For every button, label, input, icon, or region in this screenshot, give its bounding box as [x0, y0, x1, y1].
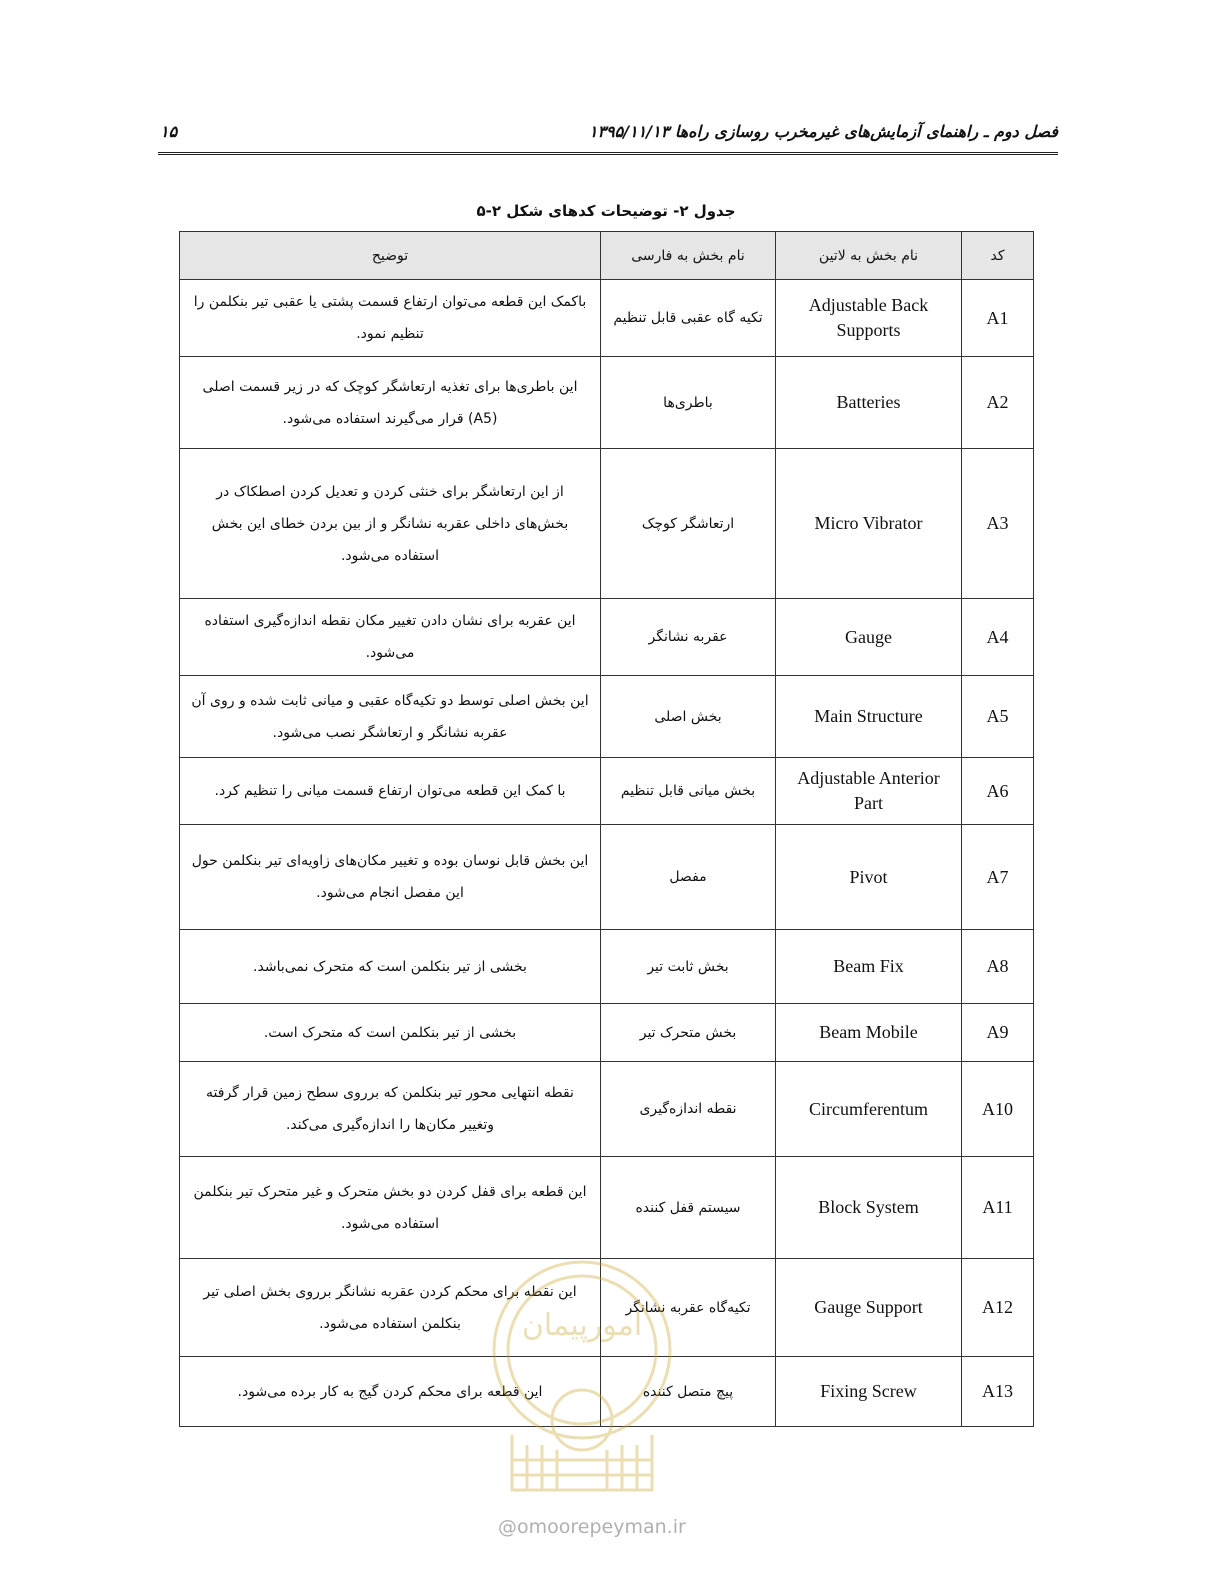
header-desc: توضیح: [180, 232, 601, 280]
row-persian-name: بخش ثابت تیر: [601, 930, 776, 1004]
row-code: A11: [962, 1157, 1034, 1259]
table-row: [180, 280, 1034, 357]
row-persian-name: باطری‌ها: [601, 357, 776, 449]
row-description: بخشی از تیر بنکلمن است که متحرک نمی‌باشد.: [180, 930, 601, 1004]
table-caption: جدول ۲- توضیحات کدهای شکل ۲-۵: [476, 202, 736, 220]
row-latin-name: Pivot: [776, 825, 962, 930]
header-code: کد: [962, 232, 1034, 280]
row-description: این قطعه برای قفل کردن دو بخش متحرک و غیر متحرک تیر بنکلمن استفاده می‌شود.: [180, 1157, 601, 1259]
header-latin-name: نام بخش به لاتین: [776, 232, 962, 280]
row-persian-name: بخش متحرک تیر: [601, 1004, 776, 1062]
table-row: [180, 758, 1034, 825]
row-code: A3: [962, 449, 1034, 599]
row-description: بخشی از تیر بنکلمن است که متحرک است.: [180, 1004, 601, 1062]
row-description: این باطری‌ها برای تغذیه ارتعاشگر کوچک که در زیر قسمت اصلی (A5) قرار می‌گیرند استفاده می‌شود.: [180, 357, 601, 449]
row-code: A1: [962, 280, 1034, 357]
row-code: A5: [962, 676, 1034, 758]
watermark-url: @omoorepeyman.ir: [498, 1516, 686, 1538]
row-latin-name: Adjustable Back Supports: [776, 280, 962, 357]
row-persian-name: عقربه نشانگر: [601, 599, 776, 676]
page-number: ۱۵: [160, 122, 178, 141]
table-row: [180, 1004, 1034, 1062]
row-persian-name: ارتعاشگر کوچک: [601, 449, 776, 599]
row-code: A8: [962, 930, 1034, 1004]
row-latin-name: Beam Mobile: [776, 1004, 962, 1062]
row-latin-name: Circumferentum: [776, 1062, 962, 1157]
row-persian-name: سیستم قفل کننده: [601, 1157, 776, 1259]
row-code: A4: [962, 599, 1034, 676]
table-row: [180, 1062, 1034, 1157]
table-row: [180, 599, 1034, 676]
row-description: این عقربه برای نشان دادن تغییر مکان نقطه اندازه‌گیری استفاده می‌شود.: [180, 599, 601, 676]
row-code: A13: [962, 1357, 1034, 1427]
watermark-seal: [482, 1255, 682, 1505]
row-description: از این ارتعاشگر برای خنثی کردن و تعدیل کردن اصطکاک در بخش‌های داخلی عقربه نشانگر و از بین بردن خطای این بخش استفاده می‌شود.: [180, 449, 601, 599]
row-description: با کمک این قطعه می‌توان ارتفاع قسمت میانی را تنظیم کرد.: [180, 758, 601, 825]
page-header: [158, 118, 1058, 155]
header-title: فصل دوم ـ راهنمای آزمایش‌های غیرمخرب روسازی راه‌ها ۱۳۹۵/۱۱/۱۳: [588, 122, 1058, 141]
table-row: [180, 930, 1034, 1004]
table-row: [180, 676, 1034, 758]
row-latin-name: Beam Fix: [776, 930, 962, 1004]
header-persian-name: نام بخش به فارسی: [601, 232, 776, 280]
table-row: [180, 1157, 1034, 1259]
row-persian-name: بخش اصلی: [601, 676, 776, 758]
row-latin-name: Main Structure: [776, 676, 962, 758]
row-persian-name: بخش میانی قابل تنظیم: [601, 758, 776, 825]
row-description: این بخش قابل نوسان بوده و تغییر مکان‌های زاویه‌ای تیر بنکلمن حول این مفصل انجام می‌شود.: [180, 825, 601, 930]
codes-table: [179, 231, 1034, 1427]
row-code: A12: [962, 1259, 1034, 1357]
row-latin-name: Gauge Support: [776, 1259, 962, 1357]
row-latin-name: Fixing Screw: [776, 1357, 962, 1427]
row-persian-name: تکیه گاه عقبی قابل تنظیم: [601, 280, 776, 357]
row-latin-name: Micro Vibrator: [776, 449, 962, 599]
row-code: A6: [962, 758, 1034, 825]
row-latin-name: Adjustable Anterior Part: [776, 758, 962, 825]
row-persian-name: مفصل: [601, 825, 776, 930]
table-row: [180, 449, 1034, 599]
row-description: باکمک این قطعه می‌توان ارتفاع قسمت پشتی یا عقبی تیر بنکلمن را تنظیم نمود.: [180, 280, 601, 357]
row-latin-name: Block System: [776, 1157, 962, 1259]
row-code: A2: [962, 357, 1034, 449]
row-code: A10: [962, 1062, 1034, 1157]
row-description: نقطه انتهایی محور تیر بنکلمن که برروی سطح زمین قرار گرفته وتغییر مکان‌ها را اندازه‌گیری می‌کند.: [180, 1062, 601, 1157]
row-persian-name: تکیه‌گاه عقربه نشانگر: [601, 1259, 776, 1357]
row-description: این نقطه برای محکم کردن عقربه نشانگر برروی بخش اصلی تیر بنکلمن استفاده می‌شود.: [180, 1259, 601, 1357]
row-latin-name: Gauge: [776, 599, 962, 676]
row-persian-name: نقطه اندازه‌گیری: [601, 1062, 776, 1157]
table-row: [180, 357, 1034, 449]
row-description: این قطعه برای محکم کردن گیج به کار برده می‌شود.: [180, 1357, 601, 1427]
row-code: A9: [962, 1004, 1034, 1062]
row-persian-name: پیچ متصل کننده: [601, 1357, 776, 1427]
row-description: این بخش اصلی توسط دو تکیه‌گاه عقبی و میانی ثابت شده و روی آن عقربه نشانگر و ارتعاشگر نصب می‌شود.: [180, 676, 601, 758]
table-row: [180, 825, 1034, 930]
row-code: A7: [962, 825, 1034, 930]
watermark-seal-text: امورپیمان: [521, 1308, 643, 1343]
row-latin-name: Batteries: [776, 357, 962, 449]
table-header-row: [180, 232, 1034, 280]
